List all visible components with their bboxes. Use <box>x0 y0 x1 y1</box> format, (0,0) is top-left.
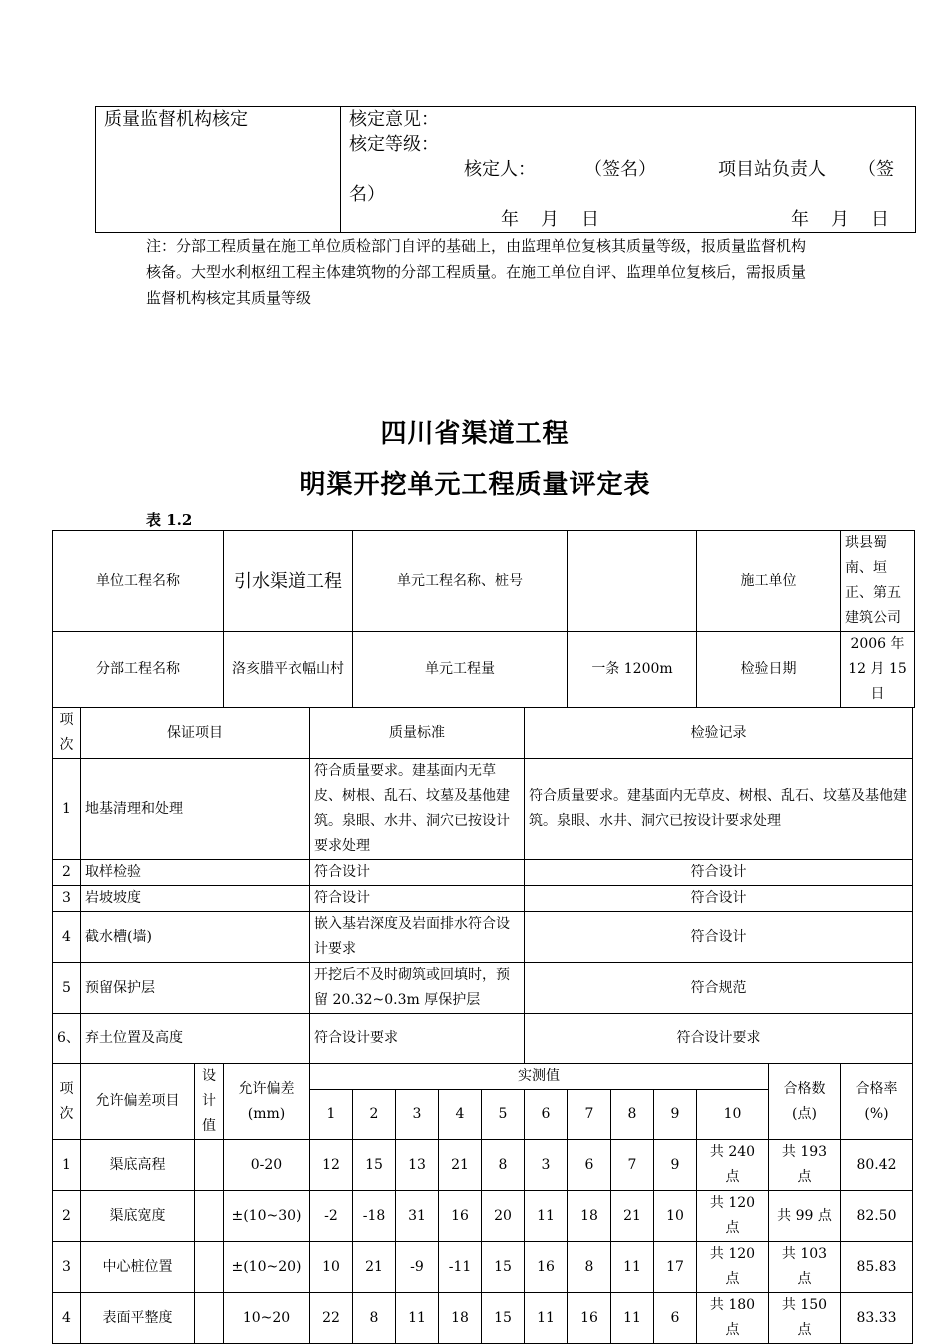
row-record: 符合设计要求 <box>525 1014 913 1064</box>
grade-line: 核定等级： <box>349 134 439 155</box>
row-item: 中心桩位置 <box>81 1242 195 1293</box>
row-item: 弃土位置及高度 <box>81 1014 310 1064</box>
measured-value: 6 <box>654 1293 697 1344</box>
page-title: 四川省渠道工程 <box>380 419 570 449</box>
measured-value: 8 <box>482 1140 525 1191</box>
measure-col: 4 <box>439 1090 482 1140</box>
measured-value: 16 <box>439 1191 482 1242</box>
row-no: 1 <box>53 759 81 860</box>
measured-value: 10 <box>310 1242 353 1293</box>
row-item: 预留保护层 <box>81 963 310 1014</box>
row-design-value <box>195 1242 224 1293</box>
measure-col: 1 <box>310 1090 353 1140</box>
table-row <box>53 860 915 886</box>
row-allowed-deviation: ±(10~20) <box>224 1242 310 1293</box>
measured-value: 7 <box>611 1140 654 1191</box>
measured-value: -11 <box>439 1242 482 1293</box>
row-pass-rate: 85.83 <box>841 1242 913 1293</box>
note-text: 注：分部工程质量在施工单位质检部门自评的基础上，由监理单位复核其质量等级，报质量监督机构核备。大型水利枢纽工程主体建筑物的分部工程质量。在施工单位自评、监理单位复核后，需报质量监督机构核定其质量等级 <box>146 237 807 307</box>
measured-value: 16 <box>568 1293 611 1344</box>
guarantee-standard-header: 质量标准 <box>310 708 525 759</box>
unit-project-label: 单位工程名称 <box>53 531 224 632</box>
measure-col: 6 <box>525 1090 568 1140</box>
table-row <box>53 1293 915 1344</box>
month-2: 月 <box>831 209 849 230</box>
date-line <box>349 207 907 232</box>
division-label: 分部工程名称 <box>53 632 224 708</box>
measured-value: 11 <box>525 1293 568 1344</box>
measured-value: 12 <box>310 1140 353 1191</box>
header-row-division <box>53 632 915 708</box>
measured-value: 11 <box>611 1242 654 1293</box>
measured-value: 15 <box>353 1140 396 1191</box>
measure-col: 2 <box>353 1090 396 1140</box>
signature-line <box>349 157 907 182</box>
header-row-unit <box>53 531 915 632</box>
table-number: 表 1.2 <box>146 511 193 529</box>
pass-rate-header: 合格率(%) <box>841 1064 913 1140</box>
constructor-label: 施工单位 <box>697 531 841 632</box>
measured-value: 15 <box>482 1293 525 1344</box>
checker-sign: （签名） <box>584 159 656 180</box>
measured-value: 9 <box>654 1140 697 1191</box>
row-no: 4 <box>53 1293 81 1344</box>
deviation-item-header: 允许偏差项目 <box>81 1064 195 1140</box>
measured-value: 15 <box>482 1242 525 1293</box>
row-item: 渠底宽度 <box>81 1191 195 1242</box>
day-2: 日 <box>871 209 889 230</box>
row-item: 地基清理和处理 <box>81 759 310 860</box>
measured-value: 8 <box>568 1242 611 1293</box>
measured-value: 共 180 点 <box>697 1293 769 1344</box>
measure-col: 7 <box>568 1090 611 1140</box>
year-1: 年 <box>501 209 519 230</box>
element-name-label: 单元工程名称、桩号 <box>353 531 568 632</box>
row-record: 符合规范 <box>525 963 913 1014</box>
approval-table <box>95 106 916 233</box>
row-record: 符合质量要求。建基面内无草皮、树根、乱石、坟墓及基他建筑。泉眼、水井、洞穴已按设计要求处理 <box>525 759 913 860</box>
measured-value: 共 120 点 <box>697 1191 769 1242</box>
row-no: 2 <box>53 860 81 886</box>
row-standard: 符合设计 <box>310 860 525 886</box>
opinion-line: 核定意见： <box>349 109 439 130</box>
measured-value: 10 <box>654 1191 697 1242</box>
measure-col: 3 <box>396 1090 439 1140</box>
measured-value: 18 <box>439 1293 482 1344</box>
guarantee-no-header: 项次 <box>53 708 81 759</box>
deviation-header-row <box>53 1064 915 1090</box>
guarantee-item-header: 保证项目 <box>81 708 310 759</box>
measured-value: -2 <box>310 1191 353 1242</box>
deviation-allow-header: 允许偏差(mm) <box>224 1064 310 1140</box>
row-standard: 开挖后不及时砌筑或回填时，预留 20.32~0.3m 厚保护层 <box>310 963 525 1014</box>
table-row <box>53 759 915 860</box>
deviation-rows <box>53 1140 915 1344</box>
station-head-label: 项目站负责人 <box>718 159 826 180</box>
row-record: 符合设计 <box>525 860 913 886</box>
row-standard: 嵌入基岩深度及岩面排水符合设计要求 <box>310 912 525 963</box>
guarantee-header-row <box>53 708 915 759</box>
year-2: 年 <box>791 209 809 230</box>
measured-value: 共 120 点 <box>697 1242 769 1293</box>
evaluation-table <box>52 530 915 1344</box>
row-allowed-deviation: ±(10~30) <box>224 1191 310 1242</box>
row-item: 表面平整度 <box>81 1293 195 1344</box>
row-pass-count: 共 103 点 <box>769 1242 841 1293</box>
measured-value: 21 <box>611 1191 654 1242</box>
row-design-value <box>195 1191 224 1242</box>
measured-value: 21 <box>439 1140 482 1191</box>
row-pass-count: 共 150 点 <box>769 1293 841 1344</box>
table-row <box>53 963 915 1014</box>
table-row <box>53 1242 915 1293</box>
row-no: 3 <box>53 886 81 912</box>
measured-value: 6 <box>568 1140 611 1191</box>
row-pass-count: 共 99 点 <box>769 1191 841 1242</box>
row-no: 3 <box>53 1242 81 1293</box>
measured-header: 实测值 <box>310 1064 769 1090</box>
pass-count-header: 合格数(点) <box>769 1064 841 1140</box>
row-design-value <box>195 1140 224 1191</box>
station-sign-b: 名） <box>349 184 385 205</box>
approval-content <box>341 107 916 233</box>
measured-value: 16 <box>525 1242 568 1293</box>
page-subtitle: 明渠开挖单元工程质量评定表 <box>299 470 651 500</box>
division-value: 洛亥腊平衣幅山村 <box>224 632 353 708</box>
constructor-value: 珙县蜀南、垣正、第五建筑公司 <box>841 531 915 632</box>
row-standard: 符合质量要求。建基面内无草皮、树根、乱石、坟墓及基他建筑。泉眼、水井、洞穴已按设计要求处理 <box>310 759 525 860</box>
measured-value: 22 <box>310 1293 353 1344</box>
measured-value: 31 <box>396 1191 439 1242</box>
row-no: 5 <box>53 963 81 1014</box>
table-row <box>53 1014 915 1064</box>
row-no: 6、 <box>53 1014 81 1064</box>
table-row <box>53 912 915 963</box>
measured-value: 共 240 点 <box>697 1140 769 1191</box>
row-standard: 符合设计 <box>310 886 525 912</box>
quantity-label: 单元工程量 <box>353 632 568 708</box>
measure-col: 9 <box>654 1090 697 1140</box>
row-record: 符合设计 <box>525 912 913 963</box>
quantity-value: 一条 1200m <box>568 632 697 708</box>
station-sign-a: （签 <box>858 159 894 180</box>
table-row <box>53 1140 915 1191</box>
inspect-date-label: 检验日期 <box>697 632 841 708</box>
deviation-no-header: 项次 <box>53 1064 81 1140</box>
day-1: 日 <box>581 209 599 230</box>
row-pass-count: 共 193 点 <box>769 1140 841 1191</box>
measure-col: 10 <box>697 1090 769 1140</box>
measured-value: 11 <box>396 1293 439 1344</box>
measured-value: 18 <box>568 1191 611 1242</box>
row-allowed-deviation: 10~20 <box>224 1293 310 1344</box>
measured-value: 3 <box>525 1140 568 1191</box>
unit-project-value: 引水渠道工程 <box>224 531 353 632</box>
row-pass-rate: 83.33 <box>841 1293 913 1344</box>
row-item: 岩坡坡度 <box>81 886 310 912</box>
measured-value: 21 <box>353 1242 396 1293</box>
measured-value: 20 <box>482 1191 525 1242</box>
row-item: 截水槽(墙) <box>81 912 310 963</box>
row-no: 1 <box>53 1140 81 1191</box>
row-record: 符合设计 <box>525 886 913 912</box>
row-design-value <box>195 1293 224 1344</box>
month-1: 月 <box>541 209 559 230</box>
measure-col: 5 <box>482 1090 525 1140</box>
measured-value: 11 <box>611 1293 654 1344</box>
row-pass-rate: 80.42 <box>841 1140 913 1191</box>
measured-value: -9 <box>396 1242 439 1293</box>
measure-col: 8 <box>611 1090 654 1140</box>
element-name-value <box>568 531 697 632</box>
measured-value: 8 <box>353 1293 396 1344</box>
row-allowed-deviation: 0-20 <box>224 1140 310 1191</box>
measured-value: -18 <box>353 1191 396 1242</box>
approval-org-label: 质量监督机构核定 <box>96 107 341 233</box>
row-item: 取样检验 <box>81 860 310 886</box>
guarantee-record-header: 检验记录 <box>525 708 913 759</box>
table-row <box>53 1191 915 1242</box>
measured-value: 11 <box>525 1191 568 1242</box>
row-no: 4 <box>53 912 81 963</box>
row-standard: 符合设计要求 <box>310 1014 525 1064</box>
row-pass-rate: 82.50 <box>841 1191 913 1242</box>
measured-value: 13 <box>396 1140 439 1191</box>
table-row <box>53 886 915 912</box>
checker-label: 核定人： <box>464 159 536 180</box>
deviation-design-header: 设计值 <box>195 1064 224 1140</box>
row-item: 渠底高程 <box>81 1140 195 1191</box>
inspect-date-value: 2006 年 12 月 15 日 <box>841 632 915 708</box>
measured-value: 17 <box>654 1242 697 1293</box>
row-no: 2 <box>53 1191 81 1242</box>
